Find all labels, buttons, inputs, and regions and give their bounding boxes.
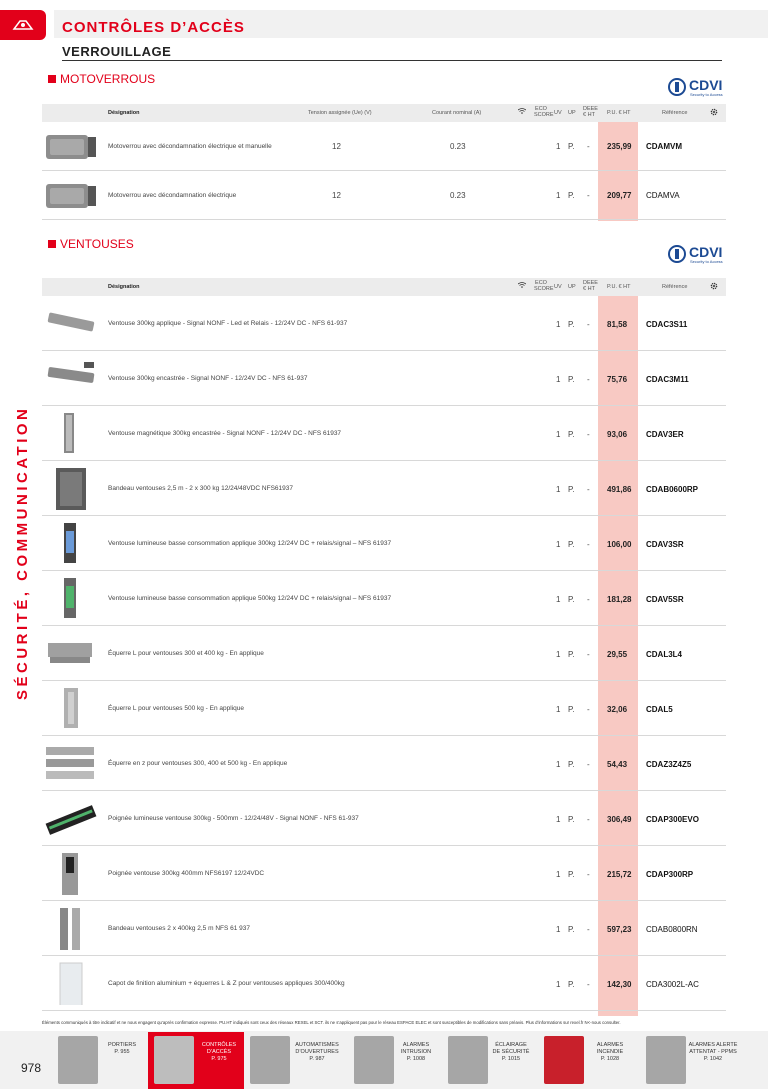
up: P. <box>568 980 575 989</box>
designation: Ventouse lumineuse basse consommation applique 500kg 12/24V DC + relais/signal – NFS 61937 <box>108 595 392 602</box>
designation: Équerre en z pour ventouses 300, 400 et 500 kg - En applique <box>108 760 288 767</box>
wifi-icon <box>518 108 526 116</box>
uv: 1 <box>556 540 561 549</box>
footer-nav-item[interactable]: ALARMES INCENDIE P. 1028 <box>538 1032 636 1089</box>
category-thumbnail <box>250 1036 290 1084</box>
designation: Bandeau ventouses 2 x 400kg 2,5 m NFS 61 937 <box>108 925 251 932</box>
designation: Ventouse 300kg applique - Signal NONF - Led et Relais - 12/24V DC - NFS 61-937 <box>108 320 348 327</box>
deee: - <box>587 760 590 769</box>
deee: - <box>587 430 590 439</box>
product-thumbnail <box>44 796 98 840</box>
unit-price: 597,23 <box>607 925 632 934</box>
deee: - <box>587 980 590 989</box>
product-table-motoverrous <box>42 104 726 220</box>
up: P. <box>568 870 575 879</box>
reference: CDAV3SR <box>646 540 684 549</box>
product-thumbnail <box>44 686 98 730</box>
reference: CDAC3S11 <box>646 320 688 329</box>
section-bullet <box>48 75 56 83</box>
designation: Équerre L pour ventouses 300 et 400 kg - En applique <box>108 650 264 657</box>
deee: - <box>587 650 590 659</box>
product-thumbnail <box>44 356 98 400</box>
reference: CDAC3M11 <box>646 375 689 384</box>
up: P. <box>568 320 575 329</box>
reference: CDAL3L4 <box>646 650 683 659</box>
page-number: 978 <box>21 1061 42 1075</box>
deee: - <box>587 815 590 824</box>
reference: CDAB0800RN <box>646 925 698 934</box>
uv: 1 <box>556 375 561 384</box>
table-header: Désignation ECO SCORE UV UP DEEE € HT P.U. € HT Référence <box>42 278 726 296</box>
designation: Poignée lumineuse ventouse 300kg - 500mm - 12/24/48V - Signal NONF - NFS 61-937 <box>108 815 359 822</box>
up: P. <box>568 540 575 549</box>
up: P. <box>568 815 575 824</box>
uv: 1 <box>556 650 561 659</box>
designation: Équerre L pour ventouses 500 kg - En applique <box>108 705 244 712</box>
footer-nav-item[interactable]: ALARMES INTRUSION P. 1008 <box>348 1032 438 1089</box>
category-thumbnail <box>544 1036 584 1084</box>
uv: 1 <box>556 815 561 824</box>
product-thumbnail <box>44 466 98 510</box>
unit-price: 75,76 <box>607 375 628 384</box>
uv: 1 <box>556 705 561 714</box>
category-thumbnail <box>154 1036 194 1084</box>
page-title: CONTRÔLES D’ACCÈS <box>62 19 245 36</box>
deee: - <box>587 595 590 604</box>
reference: CDAP300EVO <box>646 815 699 824</box>
up: P. <box>568 925 575 934</box>
deee: - <box>587 375 590 384</box>
divider <box>62 60 722 61</box>
unit-price: 32,06 <box>607 705 628 714</box>
uv: 1 <box>556 320 561 329</box>
motoverrou-thumbnail <box>44 127 98 171</box>
table-row: Motoverrou avec décondamnation électrique et manuelle 12 0.23 1 P. - 235,99 CDAMVM <box>42 122 726 171</box>
wifi-icon <box>518 282 526 290</box>
designation: Ventouse magnétique 300kg encastrée - Signal NONF - 12/24V DC - NFS 61937 <box>108 430 342 437</box>
product-thumbnail <box>44 631 98 675</box>
unit-price: 81,58 <box>607 320 628 329</box>
table-row <box>42 516 726 571</box>
designation: Bandeau ventouses 2,5 m - 2 x 300 kg 12/24/48VDC NFS61937 <box>108 485 294 492</box>
up: P. <box>568 485 575 494</box>
cdvi-logo: CDVI Security to Access <box>668 243 724 267</box>
category-thumbnail <box>646 1036 686 1084</box>
deee: - <box>587 870 590 879</box>
designation: Ventouse lumineuse basse consommation applique 300kg 12/24V DC + relais/signal – NFS 61937 <box>108 540 392 547</box>
reference: CDAZ3Z4Z5 <box>646 760 692 769</box>
table-row <box>42 626 726 681</box>
reference: CDAB0600RP <box>646 485 699 494</box>
unit-price: 54,43 <box>607 760 628 769</box>
up: P. <box>568 375 575 384</box>
section-title-ventouses: VENTOUSES <box>48 237 134 251</box>
table-row <box>42 901 726 956</box>
footer-nav-item[interactable]: PORTIERS P. 955 <box>52 1032 146 1089</box>
reference: CDAMVA <box>646 191 680 200</box>
product-thumbnail <box>44 301 98 345</box>
section-title-motoverrous: MOTOVERROUS <box>48 72 155 86</box>
up: P. <box>568 430 575 439</box>
product-thumbnail <box>44 961 98 1005</box>
reference: CDAMVM <box>646 142 682 151</box>
product-thumbnail <box>44 906 98 950</box>
unit-price: 306,49 <box>607 815 632 824</box>
product-thumbnail <box>44 411 98 455</box>
reference: CDAL5 <box>646 705 673 714</box>
section-bullet <box>48 240 56 248</box>
reference: CDA3002L-AC <box>646 980 699 989</box>
table-header: Désignation Tension assignée (Ue) (V) Courant nominal (A) ECO SCORE UV UP DEEE € HT P.U. € HT Référence <box>42 104 726 122</box>
table-row <box>42 296 726 351</box>
table-row <box>42 681 726 736</box>
deee: - <box>587 485 590 494</box>
footer-nav-item[interactable]: ALARMES ALERTE ATTENTAT - PPMS P. 1042 <box>640 1032 740 1089</box>
uv: 1 <box>556 430 561 439</box>
up: P. <box>568 650 575 659</box>
uv: 1 <box>556 870 561 879</box>
designation: Ventouse 300kg encastrée - Signal NONF - 12/24V DC - NFS 61-937 <box>108 375 308 382</box>
table-row <box>42 736 726 791</box>
product-thumbnail <box>44 576 98 620</box>
footer-nav-item[interactable]: ÉCLAIRAGE DE SÉCURITÉ P. 1015 <box>442 1032 534 1089</box>
uv: 1 <box>556 760 561 769</box>
deee: - <box>587 320 590 329</box>
unit-price: 491,86 <box>607 485 632 494</box>
uv: 1 <box>556 595 561 604</box>
reference: CDAP300RP <box>646 870 694 879</box>
table-row <box>42 406 726 461</box>
table-row <box>42 461 726 516</box>
product-thumbnail <box>44 851 98 895</box>
page-subtitle: VERROUILLAGE <box>62 44 172 59</box>
settings-icon[interactable] <box>710 108 718 118</box>
up: P. <box>568 760 575 769</box>
table-row <box>42 351 726 406</box>
reference: CDAV3ER <box>646 430 684 439</box>
table-row <box>42 956 726 1011</box>
footer-nav-item[interactable]: AUTOMATISMES D’OUVERTURES P. 987 <box>244 1032 344 1089</box>
designation: Capot de finition aluminium + équerres L & Z pour ventouses appliques 300/400kg <box>108 980 345 987</box>
category-thumbnail <box>448 1036 488 1084</box>
table-row <box>42 571 726 626</box>
unit-price: 142,30 <box>607 980 632 989</box>
category-thumbnail <box>354 1036 394 1084</box>
up: P. <box>568 595 575 604</box>
table-row <box>42 846 726 901</box>
designation: Poignée ventouse 300kg 400mm NFS6197 12/24VDC <box>108 870 265 877</box>
category-tab <box>0 10 46 40</box>
disclaimer: Éléments communiqués à titre indicatif et ne nous engagent qu’après confirmation expresse. PU.HT indiqués sont ceux des réseaux REXEL et SCT. ils ne s’appliquent pas pour le réseau ESPACE ELEC et sont susceptibles de modifications sans préavis. Plus d’informations sur rexel.fr N<-nous consulter. <box>42 1020 621 1025</box>
motoverrou-thumbnail <box>44 176 98 220</box>
cdvi-logo: CDVI Security to Access <box>668 76 724 100</box>
unit-price: 181,28 <box>607 595 632 604</box>
unit-price: 29,55 <box>607 650 628 659</box>
table-row <box>42 791 726 846</box>
uv: 1 <box>556 925 561 934</box>
side-chapter-label: SÉCURITÉ, COMMUNICATION <box>14 405 31 700</box>
product-thumbnail <box>44 741 98 785</box>
settings-icon[interactable] <box>710 282 718 292</box>
unit-price: 235,99 <box>607 142 632 151</box>
deee: - <box>587 925 590 934</box>
reference: CDAV5SR <box>646 595 684 604</box>
footer-nav-item[interactable]: CONTRÔLES D’ACCÈS P. 975 <box>148 1032 244 1089</box>
deee: - <box>587 705 590 714</box>
table-row: Motoverrou avec décondamnation électrique 12 0.23 1 P. - 209,77 CDAMVA <box>42 171 726 220</box>
category-thumbnail <box>58 1036 98 1084</box>
uv: 1 <box>556 980 561 989</box>
unit-price: 209,77 <box>607 191 632 200</box>
product-thumbnail <box>44 521 98 565</box>
up: P. <box>568 705 575 714</box>
uv: 1 <box>556 485 561 494</box>
unit-price: 215,72 <box>607 870 632 879</box>
product-table-ventouses <box>42 278 726 1011</box>
lock-hand-icon <box>12 17 34 31</box>
deee: - <box>587 540 590 549</box>
unit-price: 93,06 <box>607 430 628 439</box>
unit-price: 106,00 <box>607 540 632 549</box>
